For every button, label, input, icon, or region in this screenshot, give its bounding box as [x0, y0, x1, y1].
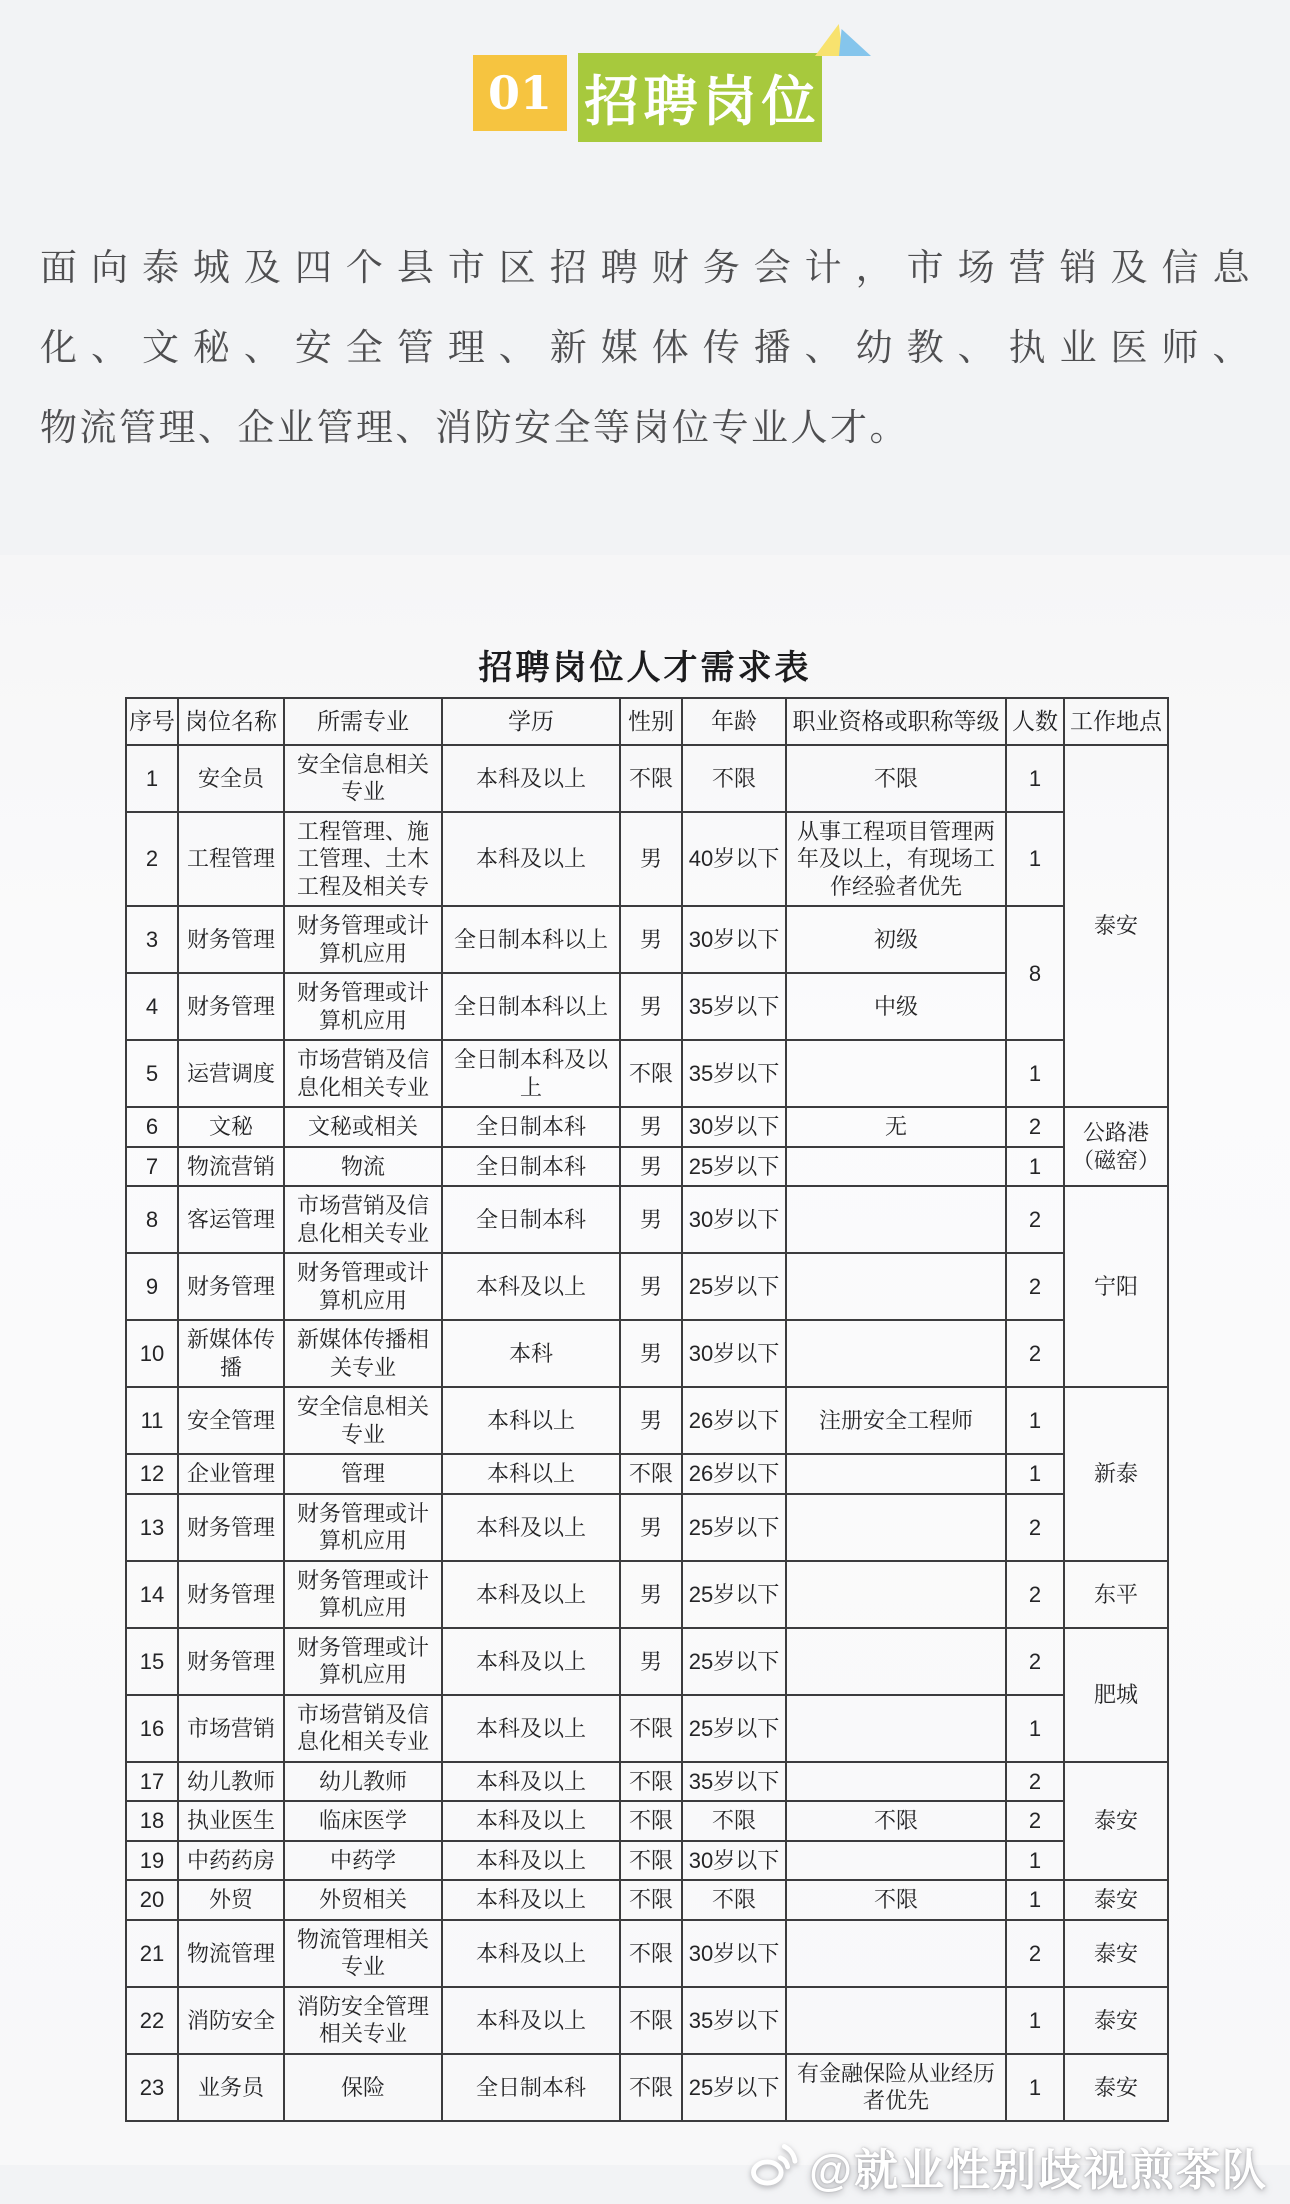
- cell-age: 25岁以下: [682, 1695, 786, 1762]
- cell-position: 安全管理: [178, 1387, 284, 1454]
- cell-education: 全日制本科以上: [442, 973, 620, 1040]
- cell-headcount: 2: [1006, 1320, 1064, 1387]
- cell-headcount: 1: [1006, 1841, 1064, 1881]
- cell-qualification: [786, 1040, 1006, 1107]
- cell-age: 不限: [682, 1801, 786, 1841]
- cell-age: 26岁以下: [682, 1387, 786, 1454]
- cell-headcount: 1: [1006, 1454, 1064, 1494]
- cell-major: 物流管理相关专业: [284, 1920, 442, 1987]
- cell-gender: 不限: [620, 1880, 682, 1920]
- cell-headcount: 2: [1006, 1561, 1064, 1628]
- cell-headcount: 2: [1006, 1801, 1064, 1841]
- cell-education: 本科及以上: [442, 1920, 620, 1987]
- cell-age: 30岁以下: [682, 1841, 786, 1881]
- column-header-age: 年龄: [682, 698, 786, 745]
- cell-education: 本科及以上: [442, 1628, 620, 1695]
- cell-index: 2: [126, 812, 178, 907]
- cell-education: 本科及以上: [442, 1695, 620, 1762]
- table-row: [126, 1494, 1168, 1561]
- cell-index: 8: [126, 1186, 178, 1253]
- cell-qualification: 有金融保险从业经历者优先: [786, 2054, 1006, 2121]
- cell-qualification: [786, 1987, 1006, 2054]
- cell-position: 客运管理: [178, 1186, 284, 1253]
- cell-gender: 不限: [620, 1454, 682, 1494]
- cell-major: 财务管理或计算机应用: [284, 1253, 442, 1320]
- cell-index: 18: [126, 1801, 178, 1841]
- cell-age: 25岁以下: [682, 1628, 786, 1695]
- cell-headcount: 2: [1006, 1628, 1064, 1695]
- cell-headcount: 1: [1006, 1147, 1064, 1187]
- cell-headcount: 2: [1006, 1107, 1064, 1147]
- cell-location: 肥城: [1064, 1628, 1168, 1762]
- cell-qualification: [786, 1695, 1006, 1762]
- cell-headcount: 1: [1006, 1040, 1064, 1107]
- cell-age: 25岁以下: [682, 1253, 786, 1320]
- cell-major: 临床医学: [284, 1801, 442, 1841]
- cell-position: 新媒体传播: [178, 1320, 284, 1387]
- cell-index: 4: [126, 973, 178, 1040]
- table-row: [126, 1695, 1168, 1762]
- cell-position: 文秘: [178, 1107, 284, 1147]
- table-head: [126, 698, 1168, 745]
- table-row: [126, 1561, 1168, 1628]
- cell-gender: 不限: [620, 2054, 682, 2121]
- cell-major: 财务管理或计算机应用: [284, 1494, 442, 1561]
- cell-major: 财务管理或计算机应用: [284, 906, 442, 973]
- cell-major: 文秘或相关: [284, 1107, 442, 1147]
- intro-line: 面向泰城及四个县市区招聘财务会计，市场营销及信息: [40, 247, 1252, 288]
- weibo-icon: [747, 2140, 799, 2192]
- cell-position: 财务管理: [178, 1253, 284, 1320]
- table-row: [126, 1387, 1168, 1454]
- cell-index: 13: [126, 1494, 178, 1561]
- cell-major: 安全信息相关专业: [284, 745, 442, 812]
- table-row: [126, 1186, 1168, 1253]
- cell-index: 19: [126, 1841, 178, 1881]
- cell-age: 25岁以下: [682, 1147, 786, 1187]
- cell-headcount: 1: [1006, 1695, 1064, 1762]
- column-header-index: 序号: [126, 698, 178, 745]
- cell-location: 泰安: [1064, 745, 1168, 1108]
- cell-education: 本科及以上: [442, 1561, 620, 1628]
- column-header-major: 所需专业: [284, 698, 442, 745]
- intro-line: 化、文秘、安全管理、新媒体传播、幼教、执业医师、: [40, 327, 1252, 368]
- table-row: [126, 1320, 1168, 1387]
- cell-headcount: 2: [1006, 1920, 1064, 1987]
- cell-position: 消防安全: [178, 1987, 284, 2054]
- cell-gender: 男: [620, 1253, 682, 1320]
- cell-gender: 男: [620, 812, 682, 907]
- requirements-table: [125, 697, 1169, 2122]
- cell-age: 25岁以下: [682, 1561, 786, 1628]
- cell-headcount: 1: [1006, 812, 1064, 907]
- cell-location: 泰安: [1064, 1880, 1168, 1920]
- cell-age: 30岁以下: [682, 1107, 786, 1147]
- cell-major: 财务管理或计算机应用: [284, 973, 442, 1040]
- table-row: [126, 745, 1168, 812]
- cell-age: 不限: [682, 1880, 786, 1920]
- cell-major: 财务管理或计算机应用: [284, 1561, 442, 1628]
- cell-age: 35岁以下: [682, 973, 786, 1040]
- cell-location: 泰安: [1064, 1987, 1168, 2054]
- cell-position: 幼儿教师: [178, 1762, 284, 1802]
- cell-education: 本科及以上: [442, 1841, 620, 1881]
- cell-index: 15: [126, 1628, 178, 1695]
- cell-headcount: 2: [1006, 1494, 1064, 1561]
- cell-qualification: 中级: [786, 973, 1006, 1040]
- cell-position: 财务管理: [178, 1561, 284, 1628]
- cell-headcount: 1: [1006, 745, 1064, 812]
- cell-age: 25岁以下: [682, 1494, 786, 1561]
- cell-education: 全日制本科: [442, 1107, 620, 1147]
- cell-index: 3: [126, 906, 178, 973]
- cell-gender: 不限: [620, 1762, 682, 1802]
- cell-education: 全日制本科: [442, 1147, 620, 1187]
- table-row: [126, 1987, 1168, 2054]
- cell-major: 幼儿教师: [284, 1762, 442, 1802]
- cell-position: 物流营销: [178, 1147, 284, 1187]
- cell-education: 本科以上: [442, 1454, 620, 1494]
- cell-age: 35岁以下: [682, 1762, 786, 1802]
- cell-position: 工程管理: [178, 812, 284, 907]
- cell-age: 不限: [682, 745, 786, 812]
- table-row: [126, 1454, 1168, 1494]
- cell-location: 宁阳: [1064, 1186, 1168, 1387]
- cell-gender: 不限: [620, 1987, 682, 2054]
- cell-position: 财务管理: [178, 973, 284, 1040]
- cell-gender: 不限: [620, 1040, 682, 1107]
- cell-headcount: 2: [1006, 1253, 1064, 1320]
- cell-education: 本科: [442, 1320, 620, 1387]
- cell-qualification: 无: [786, 1107, 1006, 1147]
- table-header-row: [126, 698, 1168, 745]
- cell-age: 26岁以下: [682, 1454, 786, 1494]
- column-header-location: 工作地点: [1064, 698, 1168, 745]
- cell-location: 泰安: [1064, 2054, 1168, 2121]
- cell-gender: 男: [620, 1107, 682, 1147]
- cell-qualification: [786, 1628, 1006, 1695]
- cell-qualification: 初级: [786, 906, 1006, 973]
- cell-headcount: 1: [1006, 1880, 1064, 1920]
- cell-qualification: [786, 1762, 1006, 1802]
- cell-education: 本科及以上: [442, 745, 620, 812]
- column-header-position: 岗位名称: [178, 698, 284, 745]
- cell-education: 本科及以上: [442, 1494, 620, 1561]
- table-row: [126, 1841, 1168, 1881]
- cell-index: 1: [126, 745, 178, 812]
- cell-major: 新媒体传播相关专业: [284, 1320, 442, 1387]
- table-row: [126, 906, 1168, 973]
- cell-qualification: [786, 1454, 1006, 1494]
- cell-gender: 男: [620, 906, 682, 973]
- cell-qualification: 不限: [786, 1880, 1006, 1920]
- watermark: [747, 2134, 1268, 2198]
- cell-major: 安全信息相关专业: [284, 1387, 442, 1454]
- cell-position: 财务管理: [178, 1628, 284, 1695]
- cell-education: 全日制本科以上: [442, 906, 620, 973]
- column-header-headcount: 人数: [1006, 698, 1064, 745]
- cell-gender: 男: [620, 1387, 682, 1454]
- table-body: [126, 745, 1168, 2121]
- cell-position: 市场营销: [178, 1695, 284, 1762]
- cell-index: 16: [126, 1695, 178, 1762]
- cell-index: 7: [126, 1147, 178, 1187]
- cell-major: 市场营销及信息化相关专业: [284, 1040, 442, 1107]
- column-header-education: 学历: [442, 698, 620, 745]
- table-row: [126, 1920, 1168, 1987]
- cell-gender: 男: [620, 973, 682, 1040]
- cell-position: 财务管理: [178, 1494, 284, 1561]
- cell-qualification: [786, 1320, 1006, 1387]
- cell-position: 中药药房: [178, 1841, 284, 1881]
- cell-qualification: 不限: [786, 1801, 1006, 1841]
- cell-qualification: 注册安全工程师: [786, 1387, 1006, 1454]
- cell-education: 全日制本科及以上: [442, 1040, 620, 1107]
- cell-location: 泰安: [1064, 1920, 1168, 1987]
- cell-qualification: [786, 1147, 1006, 1187]
- table-row: [126, 1253, 1168, 1320]
- cell-gender: 男: [620, 1628, 682, 1695]
- intro-paragraph: [40, 228, 1252, 468]
- table-row: [126, 1107, 1168, 1147]
- cell-headcount: 1: [1006, 1987, 1064, 2054]
- table-row: [126, 1040, 1168, 1107]
- section-title-badge: 招聘岗位: [578, 53, 822, 142]
- cell-education: 本科及以上: [442, 1801, 620, 1841]
- cell-education: 本科及以上: [442, 1253, 620, 1320]
- table-title: 招聘岗位人才需求表: [478, 650, 812, 687]
- cell-major: 消防安全管理相关专业: [284, 1987, 442, 2054]
- cell-headcount: 1: [1006, 1387, 1064, 1454]
- table-row: [126, 1880, 1168, 1920]
- cell-qualification: [786, 1186, 1006, 1253]
- cell-education: 全日制本科: [442, 2054, 620, 2121]
- cell-education: 本科及以上: [442, 812, 620, 907]
- cell-index: 23: [126, 2054, 178, 2121]
- cell-index: 10: [126, 1320, 178, 1387]
- cell-position: 物流管理: [178, 1920, 284, 1987]
- cell-qualification: [786, 1920, 1006, 1987]
- cell-major: 保险: [284, 2054, 442, 2121]
- cell-index: 22: [126, 1987, 178, 2054]
- intro-line: 物流管理、企业管理、消防安全等岗位专业人才。: [40, 407, 909, 448]
- cell-position: 外贸: [178, 1880, 284, 1920]
- cell-education: 本科及以上: [442, 1762, 620, 1802]
- cell-index: 14: [126, 1561, 178, 1628]
- cell-qualification: [786, 1561, 1006, 1628]
- table-row: [126, 1762, 1168, 1802]
- cell-headcount: 2: [1006, 1762, 1064, 1802]
- cell-education: 本科及以上: [442, 1880, 620, 1920]
- column-header-qualification: 职业资格或职称等级: [786, 698, 1006, 745]
- table-row: [126, 2054, 1168, 2121]
- cell-gender: 男: [620, 1561, 682, 1628]
- cell-major: 物流: [284, 1147, 442, 1187]
- cell-qualification: [786, 1494, 1006, 1561]
- cell-gender: 不限: [620, 1841, 682, 1881]
- cell-index: 9: [126, 1253, 178, 1320]
- cell-major: 管理: [284, 1454, 442, 1494]
- cell-position: 企业管理: [178, 1454, 284, 1494]
- cell-age: 30岁以下: [682, 906, 786, 973]
- column-header-gender: 性别: [620, 698, 682, 745]
- cell-index: 6: [126, 1107, 178, 1147]
- cell-gender: 男: [620, 1494, 682, 1561]
- table-row: [126, 1801, 1168, 1841]
- cell-major: 中药学: [284, 1841, 442, 1881]
- table-row: [126, 1147, 1168, 1187]
- cell-qualification: 不限: [786, 745, 1006, 812]
- cell-index: 5: [126, 1040, 178, 1107]
- cell-position: 执业医生: [178, 1801, 284, 1841]
- cell-qualification: 从事工程项目管理两年及以上，有现场工作经验者优先: [786, 812, 1006, 907]
- cell-major: 市场营销及信息化相关专业: [284, 1186, 442, 1253]
- cell-age: 35岁以下: [682, 1987, 786, 2054]
- cell-position: 财务管理: [178, 906, 284, 973]
- section-number-badge: 01: [473, 55, 567, 131]
- cell-gender: 男: [620, 1186, 682, 1253]
- cell-headcount: 2: [1006, 1186, 1064, 1253]
- cell-location: 泰安: [1064, 1762, 1168, 1881]
- cell-age: 30岁以下: [682, 1920, 786, 1987]
- cell-qualification: [786, 1841, 1006, 1881]
- cell-age: 40岁以下: [682, 812, 786, 907]
- cell-age: 25岁以下: [682, 2054, 786, 2121]
- cell-index: 11: [126, 1387, 178, 1454]
- cell-gender: 不限: [620, 745, 682, 812]
- cell-index: 17: [126, 1762, 178, 1802]
- cell-education: 本科以上: [442, 1387, 620, 1454]
- cell-position: 业务员: [178, 2054, 284, 2121]
- cell-gender: 男: [620, 1147, 682, 1187]
- cell-education: 本科及以上: [442, 1987, 620, 2054]
- cell-location: 新泰: [1064, 1387, 1168, 1561]
- table-row: [126, 812, 1168, 907]
- cell-major: 市场营销及信息化相关专业: [284, 1695, 442, 1762]
- cell-headcount: 1: [1006, 2054, 1064, 2121]
- cell-age: 30岁以下: [682, 1320, 786, 1387]
- cell-gender: 不限: [620, 1695, 682, 1762]
- cell-index: 12: [126, 1454, 178, 1494]
- cell-position: 安全员: [178, 745, 284, 812]
- watermark-handle: @就业性别歧视煎茶队: [809, 2146, 1268, 2195]
- cell-gender: 不限: [620, 1801, 682, 1841]
- cell-qualification: [786, 1253, 1006, 1320]
- cell-gender: 男: [620, 1320, 682, 1387]
- cell-age: 35岁以下: [682, 1040, 786, 1107]
- cell-age: 30岁以下: [682, 1186, 786, 1253]
- cell-location: 东平: [1064, 1561, 1168, 1628]
- triangle-decor-yellow-icon: [815, 24, 843, 56]
- cell-major: 外贸相关: [284, 1880, 442, 1920]
- cell-index: 21: [126, 1920, 178, 1987]
- cell-headcount: 8: [1006, 906, 1064, 1040]
- cell-major: 财务管理或计算机应用: [284, 1628, 442, 1695]
- cell-education: 全日制本科: [442, 1186, 620, 1253]
- cell-position: 运营调度: [178, 1040, 284, 1107]
- cell-location: 公路港（磁窑）: [1064, 1107, 1168, 1186]
- cell-gender: 不限: [620, 1920, 682, 1987]
- triangle-decor-blue-icon: [839, 29, 871, 56]
- cell-index: 20: [126, 1880, 178, 1920]
- table-row: [126, 1628, 1168, 1695]
- cell-major: 工程管理、施工管理、土木工程及相关专: [284, 812, 442, 907]
